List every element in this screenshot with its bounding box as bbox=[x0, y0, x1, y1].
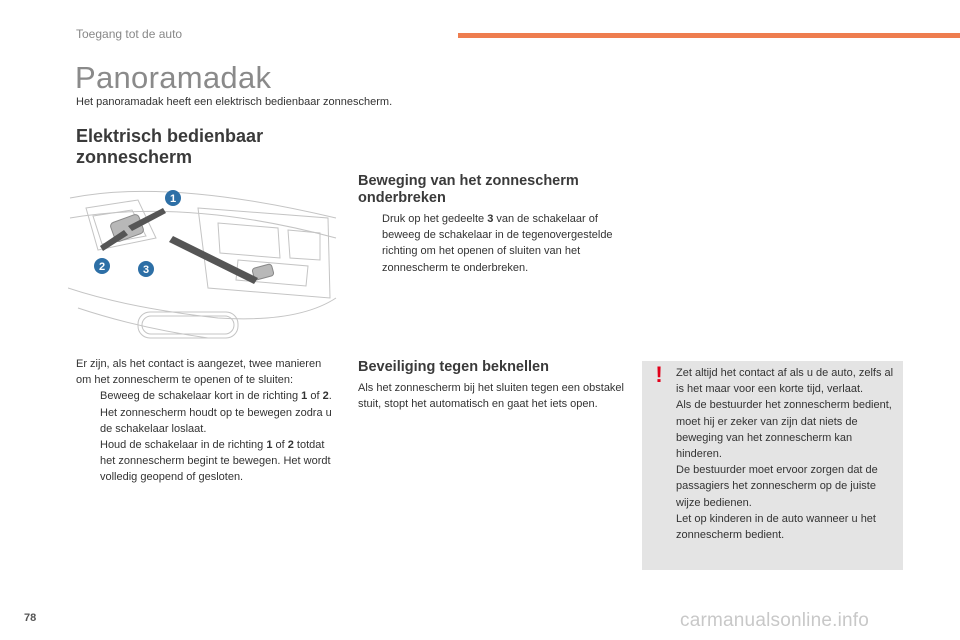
antipinch-heading: Beveiliging tegen beknellen bbox=[358, 359, 549, 375]
list-item: Druk op het gedeelte 3 van de schakelaar of beweeg de schakelaar in de tegenovergestelde richting om het openen of sluiten van het zonnescherm te onderbreken. bbox=[382, 213, 613, 274]
header-accent-bar bbox=[458, 33, 960, 38]
list-item: Houd de schakelaar in de richting 1 of 2 totdat het zonnescherm begint te bewegen. Het wordt volledig geopend of gesloten. bbox=[100, 439, 331, 484]
interrupt-heading: Beweging van het zonnescherm onderbreken bbox=[358, 173, 579, 206]
left-column bbox=[76, 356, 336, 486]
callout-3: 3 bbox=[142, 264, 150, 276]
interrupt-body bbox=[358, 211, 620, 276]
intro-text: Het panoramadak heeft een elektrisch bedienbaar zonnescherm. bbox=[76, 96, 393, 108]
page-number: 78 bbox=[24, 612, 37, 624]
callout-2: 2 bbox=[98, 261, 106, 273]
sunshade-switch-illustration bbox=[68, 178, 338, 346]
operation-intro: Er zijn, als het contact is aangezet, twee manieren om het zonnescherm te openen of te sluiten: bbox=[76, 358, 322, 387]
section-label: Toegang tot de auto bbox=[76, 27, 183, 41]
list-item: Beweeg de schakelaar kort in de richting 1 of 2. Het zonnescherm houdt op te bewegen zodra u de schakelaar loslaat. bbox=[100, 390, 332, 435]
warning-text: Zet altijd het contact af als u de auto, zelfs al is het maar voor een korte tijd, verlaat. Als de bestuurder het zonnescherm bedient, moet hij er zeker van zijn dat niets de beweging van het zonnescherm kan hinderen. De bestuurder moet ervoor zorgen dat de passagiers het zonnescherm op de juiste wijze bedienen. Let op kinderen in de auto wanneer u het zonnescherm bedient. bbox=[676, 367, 894, 542]
watermark: carmanualsonline.info bbox=[680, 610, 870, 631]
main-heading: Elektrisch bedienbaar zonnescherm bbox=[76, 126, 264, 167]
warning-exclamation-icon: ! bbox=[655, 362, 663, 387]
page-title: Panoramadak bbox=[75, 60, 272, 95]
callout-1: 1 bbox=[169, 193, 177, 205]
antipinch-text: Als het zonnescherm bij het sluiten tegen een obstakel stuit, stopt het automatisch en gaat het iets open. bbox=[358, 382, 624, 411]
